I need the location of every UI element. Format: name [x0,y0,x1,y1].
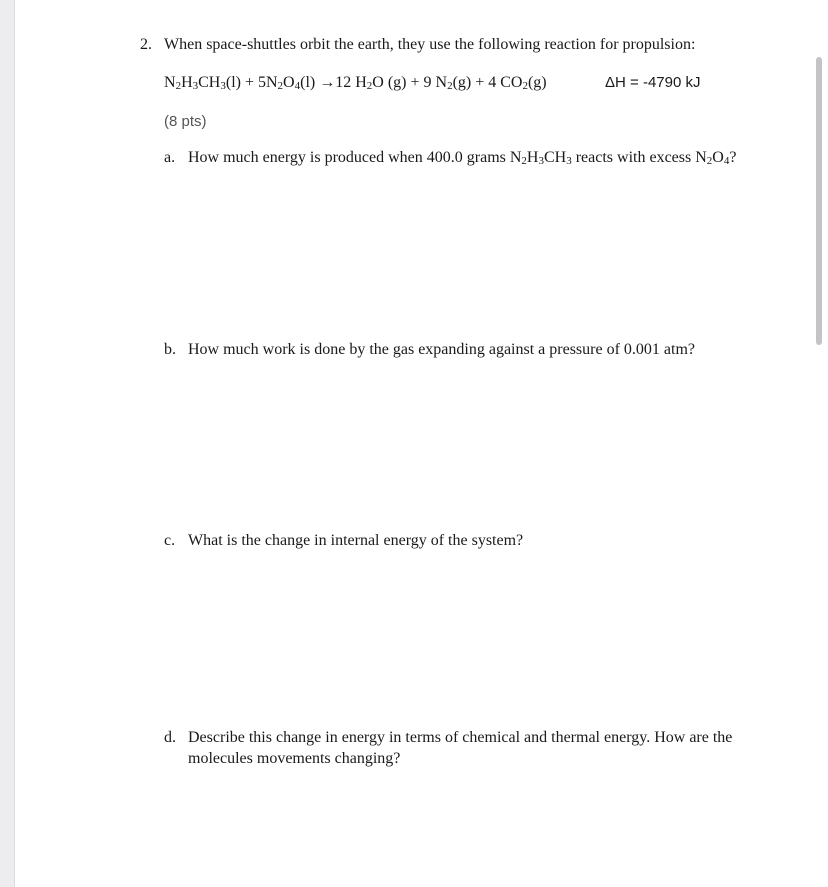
subscript: 4 [723,155,730,167]
points-value: (8 pts) [164,113,207,130]
subscript: 3 [220,80,226,92]
viewer-left-gutter [0,0,15,887]
part-text: How much energy is produced when 400.0 grams $N_2H_3CH_3$ reacts with excess $N_2O_4$? [188,149,737,167]
subscript: 4 [294,80,301,92]
question-number: 2. [140,36,152,53]
part-text: What is the change in internal energy of the system? [188,532,524,549]
question-header [140,34,780,56]
subscript: 3 [538,155,544,167]
subscript: 2 [447,80,453,92]
reaction-equation: $N_2H_3CH_3(l) + 5N_2O_4(l) \to 12$ $H_2O$ (g) + 9 $N_2(g) + 4$ $CO_2(g)$ [164,74,547,92]
subscript: 2 [521,155,527,167]
question-2 [140,34,780,767]
subscript: 2 [522,80,528,92]
subscript: 2 [175,80,182,92]
part-letter: c. [164,532,176,549]
subscript: 2 [706,155,713,167]
question-prompt: When space-shuttles orbit the earth, they use the following reaction for propulsion: [164,36,696,53]
part-letter: b. [164,341,176,358]
part-text: Describe this change in energy in terms of chemical and thermal energy. How are the molecules movements changing? [188,729,733,767]
subscript: 3 [566,155,572,167]
enthalpy-change: ΔH = -4790 kJ [605,74,701,91]
subscript: 3 [192,80,199,92]
part-letter: a. [164,149,176,166]
subscript: 2 [366,80,373,92]
subscript: 2 [277,80,284,92]
vertical-scrollbar-thumb[interactable] [816,57,822,345]
part-text: How much work is done by the gas expanding against a pressure of 0.001 atm? [188,341,695,358]
part-letter: d. [164,729,176,746]
